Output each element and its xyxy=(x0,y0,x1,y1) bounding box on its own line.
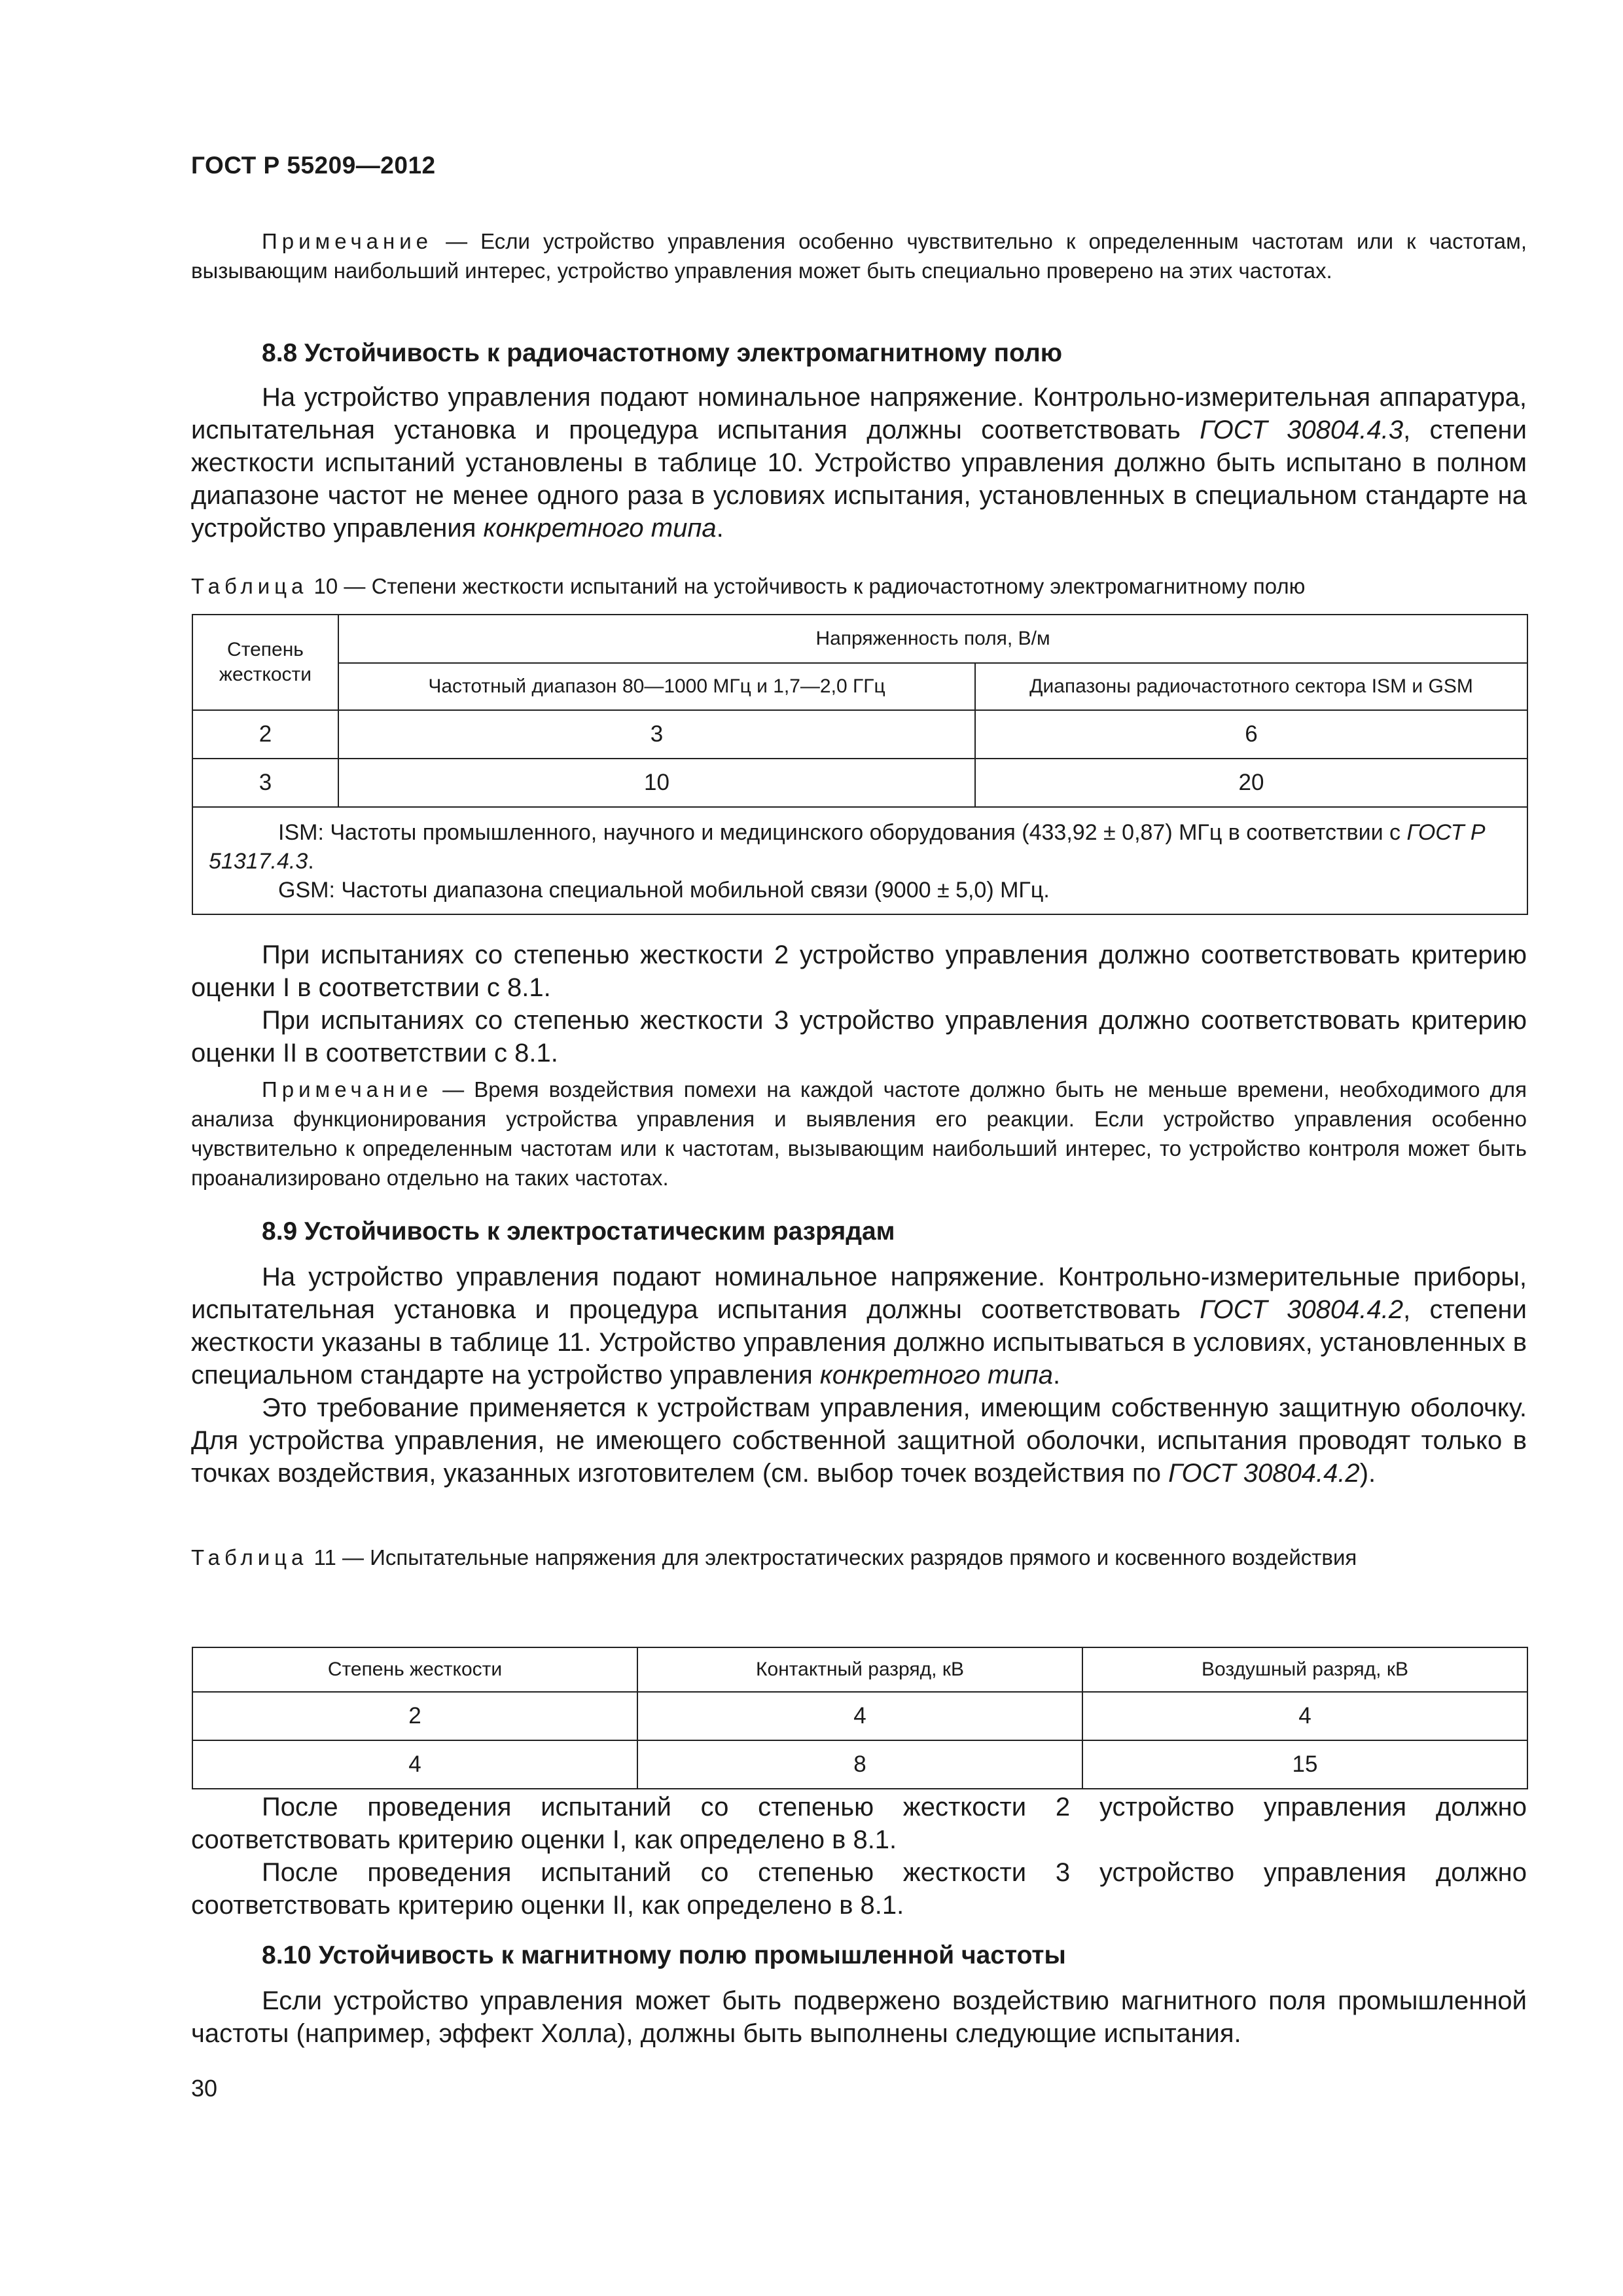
column-header-air-discharge: Воздушный разряд, кВ xyxy=(1082,1647,1527,1692)
emphasis-text: конкретного типа xyxy=(819,1361,1053,1390)
table-row xyxy=(192,759,1527,807)
paragraph-text: Это требование применяется к устройствам управления, имеющим собственную защитную оболочку. Для устройства управления, не имеющего собственной защитной оболочки, испытания проводят только в точках воздействия, указанных изготовителем (см. выбор точек воздействия по xyxy=(191,1393,1527,1488)
note-label: Примечание xyxy=(262,1077,433,1102)
paragraph: При испытаниях со степенью жесткости 3 устройство управления должно соответствовать критерию оценки II в соответствии с 8.1. xyxy=(191,1006,1527,1067)
paragraph: При испытаниях со степенью жесткости 2 устройство управления должно соответствовать критерию оценки I в соответствии с 8.1. xyxy=(191,941,1527,1002)
table-cell: 8 xyxy=(637,1740,1082,1789)
table-cell: 20 xyxy=(975,759,1527,807)
column-header-degree: Степень жесткости xyxy=(192,1647,637,1692)
table-11-caption xyxy=(191,1543,1527,1571)
standard-reference: ГОСТ 30804.4.2 xyxy=(1168,1459,1360,1488)
section-8-9-paragraphs xyxy=(191,1261,1527,1490)
table-10-notes xyxy=(192,807,1527,914)
standard-designation: ГОСТ Р 55209—2012 xyxy=(191,152,436,179)
table-cell: 4 xyxy=(637,1692,1082,1740)
paragraph-text: , степени жесткости указаны в таблице 11. Устройство управления должно испытываться в условиях, установленных в специальном стандарте на устройство управления xyxy=(191,1295,1527,1390)
standard-reference: ГОСТ 30804.4.2 xyxy=(1200,1295,1404,1324)
paragraph-text: , степени жесткости испытаний установлены в таблице 10. Устройство управления должно быть испытано в полном диапазоне частот не менее одного раза в условиях испытания, установленных в специальном стандарте на устройство управления xyxy=(191,416,1527,543)
table-11 xyxy=(192,1647,1528,1789)
paragraph-text: На устройство управления подают номинальное напряжение. Контрольно-измерительные приборы, испытательная установка и процедура испытания должны соответствовать xyxy=(191,1263,1527,1324)
gsm-note: GSM: Частоты диапазона специальной мобильной связи (9000 ± 5,0) МГц. xyxy=(278,878,1050,903)
ism-note xyxy=(209,818,1511,876)
paragraph: Если устройство управления может быть подвержено воздействию магнитного поля промышленной частоты (например, эффект Холла), должны быть выполнены следующие испытания. xyxy=(191,1986,1527,2048)
column-header-ism-gsm: Диапазоны радиочастотного сектора ISM и GSM xyxy=(975,663,1527,710)
note-text: . xyxy=(308,849,314,874)
section-heading-8-10: 8.10 Устойчивость к магнитному полю промышленной частоты xyxy=(262,1941,1066,1969)
section-8-8-paragraph xyxy=(191,381,1527,545)
table-cell: 6 xyxy=(975,710,1527,759)
table-row xyxy=(192,1692,1527,1740)
standard-reference: ГОСТ Р 51317.4.3 xyxy=(209,820,1486,874)
column-header-contact-discharge: Контактный разряд, кВ xyxy=(637,1647,1082,1692)
column-header-degree: Степень жесткости xyxy=(192,615,338,710)
table-10 xyxy=(192,614,1528,915)
paragraph: После проведения испытаний со степенью жесткости 3 устройство управления должно соответствовать критерию оценки II, как определено в 8.1. xyxy=(191,1858,1527,1920)
note-text: ISM: Частоты промышленного, научного и медицинского оборудования (433,92 ± 0,87) МГц в соответствии с xyxy=(278,820,1407,845)
table-cell: 2 xyxy=(192,710,338,759)
paragraph-text: . xyxy=(716,514,724,543)
note-text: — Если устройство управления особенно чувствительно к определенным частотам или к частотам, вызывающим наибольший интерес, устройство управления может быть специально проверено на этих частотах. xyxy=(191,229,1527,283)
table-cell: 4 xyxy=(1082,1692,1527,1740)
page-number: 30 xyxy=(191,2075,218,2102)
paragraph-text: ). xyxy=(1359,1459,1376,1488)
table-row xyxy=(192,710,1527,759)
note-text: — Время воздействия помехи на каждой частоте должно быть не меньше времени, необходимого для анализа функционирования устройства управления и выявления его реакции. Если устройство управления особенно чувствительно к определенным частотам или к частотам, вызывающим наибольший интерес, то устройство контроля может быть проанализировано отдельно на таких частотах. xyxy=(191,1077,1527,1190)
table-cell: 3 xyxy=(338,710,975,759)
section-heading-8-8: 8.8 Устойчивость к радиочастотному электромагнитному полю xyxy=(262,339,1063,367)
paragraph: После проведения испытаний со степенью жесткости 2 устройство управления должно соответствовать критерию оценки I, как определено в 8.1. xyxy=(191,1793,1527,1854)
note-label: Примечание xyxy=(262,229,433,253)
table-cell: 10 xyxy=(338,759,975,807)
caption-text: 11 — Испытательные напряжения для электростатических разрядов прямого и косвенного воздействия xyxy=(308,1545,1357,1570)
section-heading-8-9: 8.9 Устойчивость к электростатическим разрядам xyxy=(262,1217,895,1246)
section-8-10-paragraph xyxy=(191,1984,1527,2050)
column-header-frequency-range: Частотный диапазон 80—1000 МГц и 1,7—2,0 ГГц xyxy=(338,663,975,710)
table-10-caption xyxy=(191,572,1527,600)
paragraph-text: . xyxy=(1052,1361,1061,1390)
after-table-10-paragraphs xyxy=(191,939,1527,1069)
paragraph-text: На устройство управления подают номинальное напряжение. Контрольно-измерительная аппаратура, испытательная установка и процедура испытания должны соответствовать xyxy=(191,383,1527,444)
emphasis-text: конкретного типа xyxy=(483,514,717,543)
standard-reference: ГОСТ 30804.4.3 xyxy=(1200,416,1404,444)
table-label: Таблица xyxy=(191,574,308,598)
table-row xyxy=(192,1740,1527,1789)
table-label: Таблица xyxy=(191,1545,308,1570)
caption-text: 10 — Степени жесткости испытаний на устойчивость к радиочастотному электромагнитному полю xyxy=(308,574,1306,598)
table-cell: 2 xyxy=(192,1692,637,1740)
table-cell: 15 xyxy=(1082,1740,1527,1789)
note-paragraph xyxy=(191,226,1527,285)
note-paragraph xyxy=(191,1075,1527,1193)
table-cell: 3 xyxy=(192,759,338,807)
after-table-11-paragraphs xyxy=(191,1791,1527,1922)
table-cell: 4 xyxy=(192,1740,637,1789)
column-header-field-strength: Напряженность поля, В/м xyxy=(338,615,1527,663)
